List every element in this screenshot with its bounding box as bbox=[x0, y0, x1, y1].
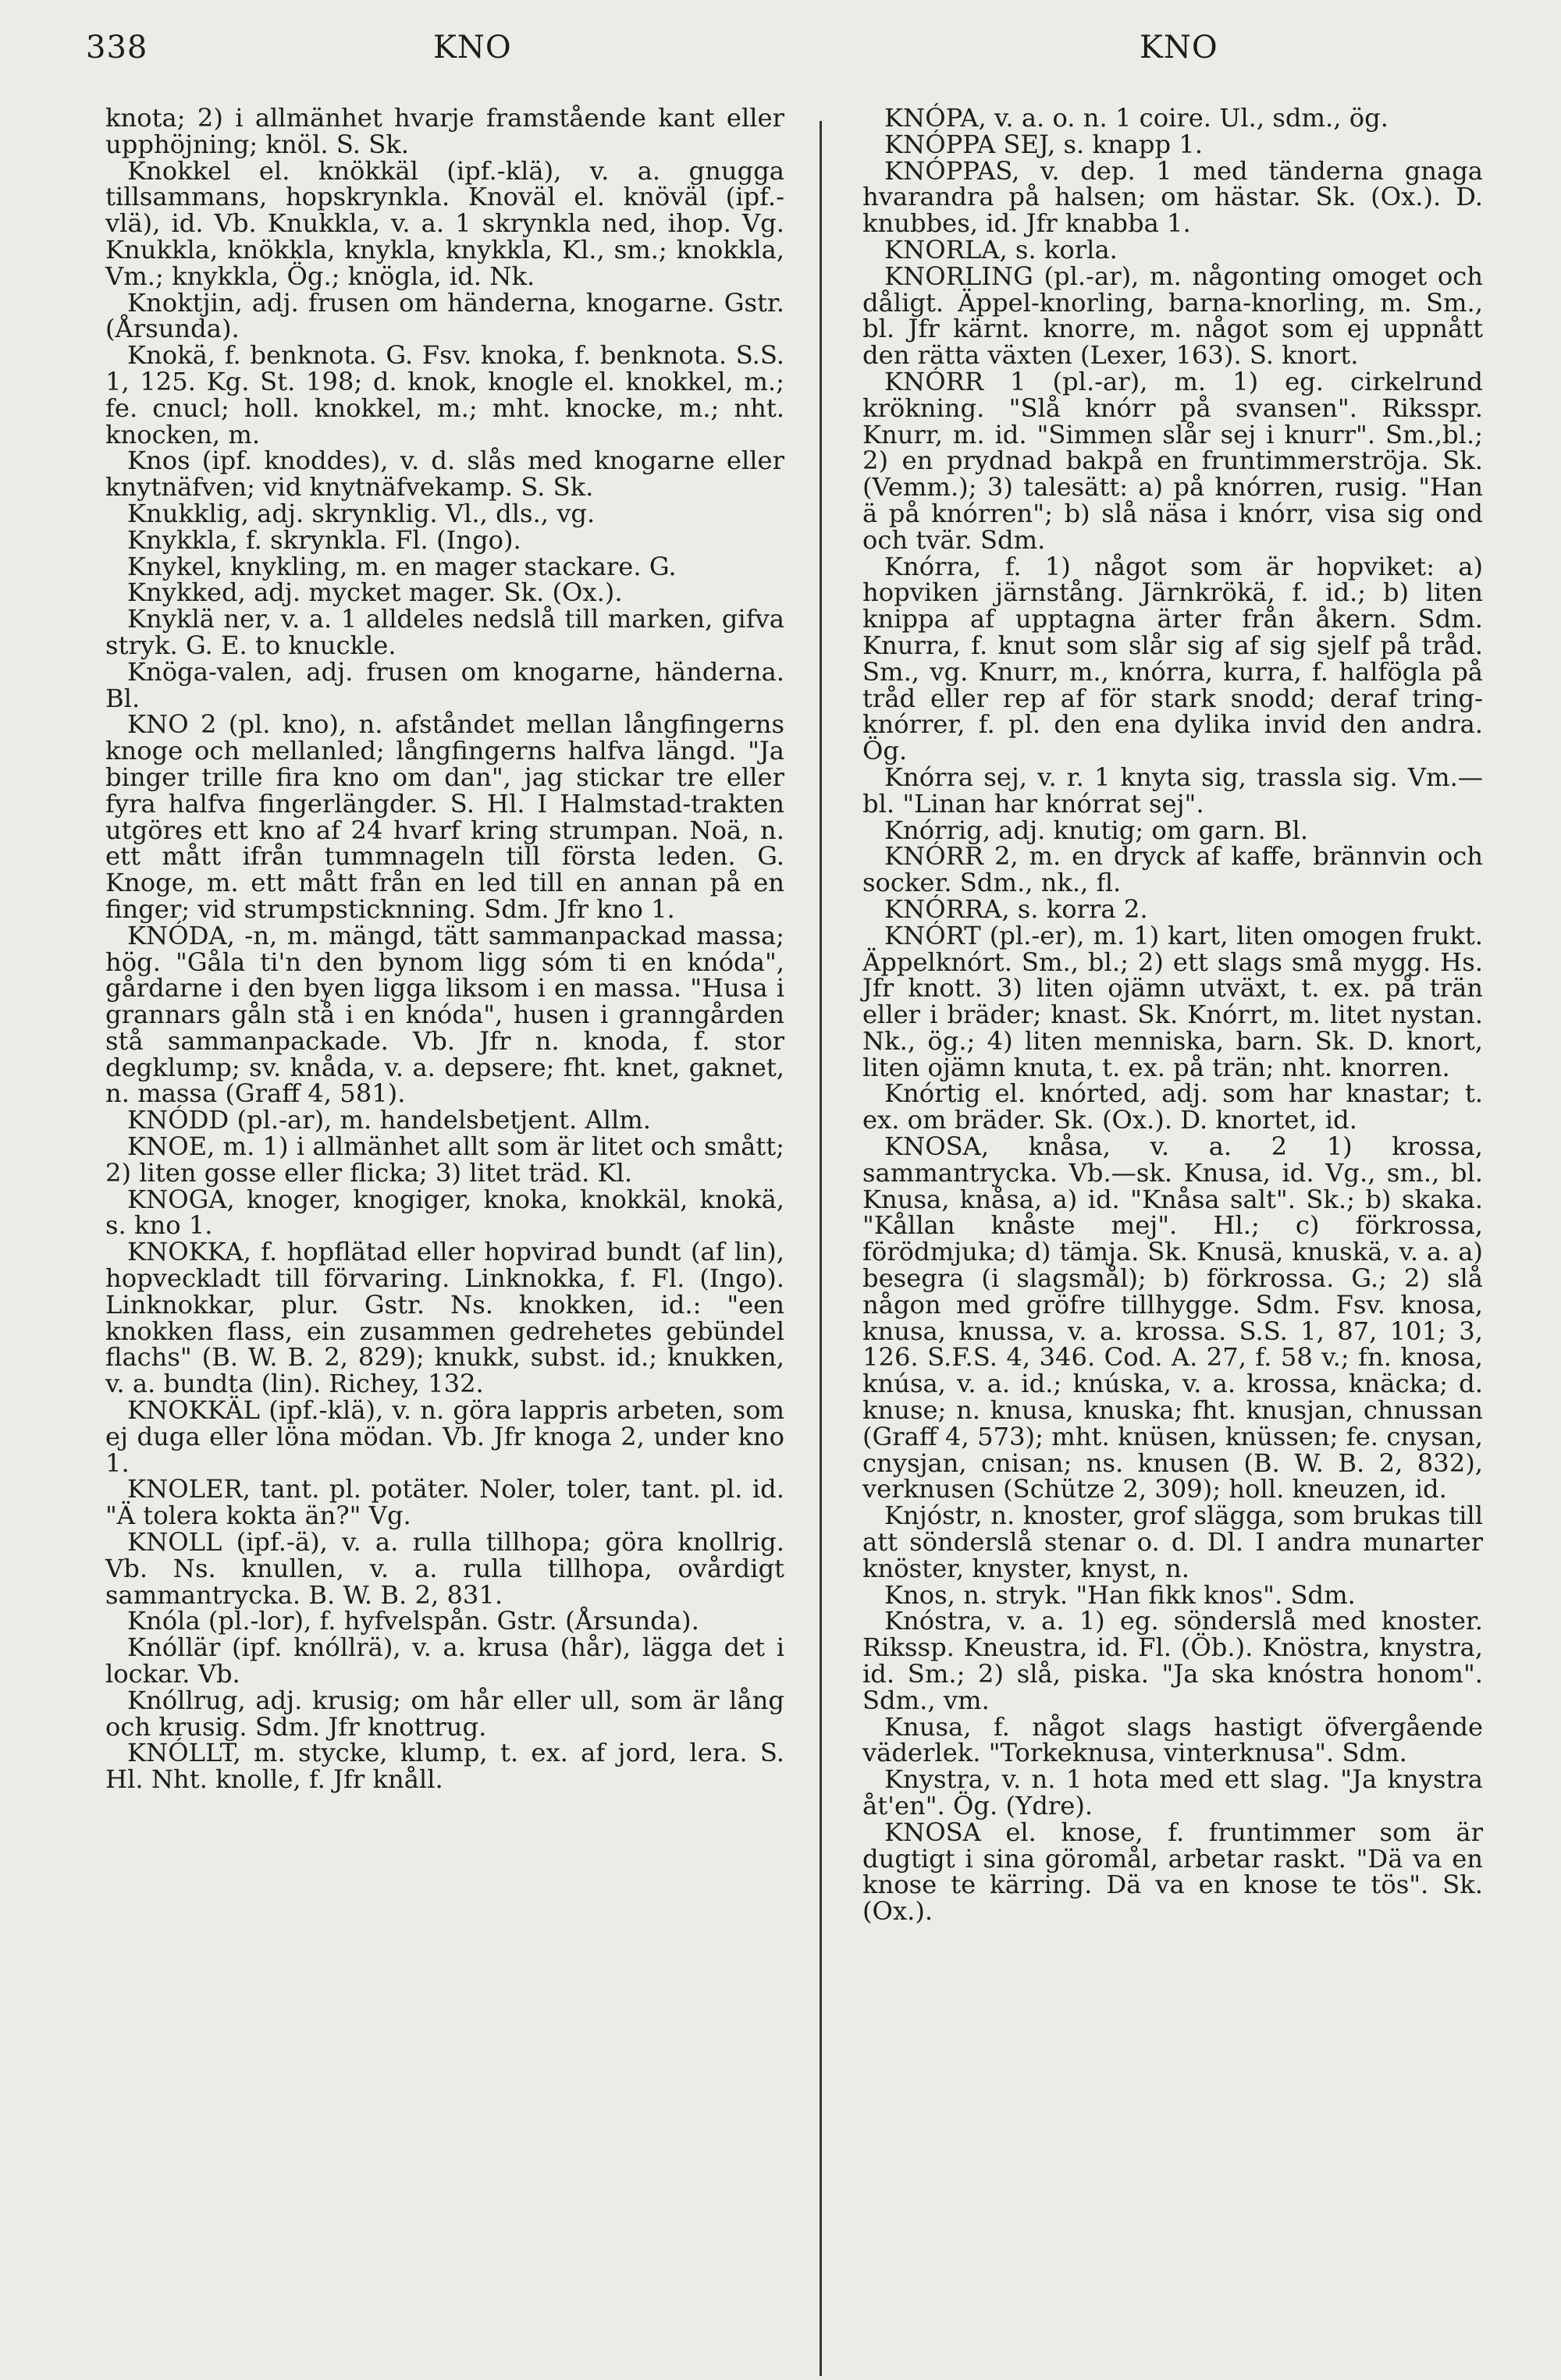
dictionary-entry: Knóstra, v. a. 1) eg. sönderslå med knoster. Rikssp. Kneustra, id. Fl. (Öb.). Knöstra, knystra, id. Sm.; 2) slå, piska. "Ja ska knóstra honom". Sdm., vm. bbox=[862, 1606, 1483, 1715]
dictionary-entry: KNOKKÄL (ipf.-klä), v. n. göra lappris arbeten, som ej duga eller löna mödan. Vb. Jfr knoga 2, under kno 1. bbox=[105, 1395, 784, 1478]
left-running-head: KNO bbox=[433, 30, 512, 66]
dictionary-entry: KNOGA, knoger, knogiger, knoka, knokkäl, knokä, s. kno 1. bbox=[105, 1184, 784, 1241]
dictionary-entry: Knöga-valen, adj. frusen om knogarne, händerna. Bl. bbox=[105, 656, 784, 713]
dictionary-entry: Knystra, v. n. 1 hota med ett slag. "Ja knystra åt'en". Ög. (Ydre). bbox=[862, 1764, 1483, 1821]
dictionary-entry: Knyklä ner, v. a. 1 alldeles nedslå till marken, gifva stryk. G. E. to knuckle. bbox=[105, 604, 784, 660]
dictionary-entry: KNÓLLT, m. stycke, klump, t. ex. af jord, lera. S. Hl. Nht. knolle, f. Jfr knåll. bbox=[105, 1738, 784, 1795]
dictionary-entry: Knusa, f. något slags hastigt öfvergående väderlek. "Torkeknusa, vinterknusa". Sdm. bbox=[862, 1711, 1483, 1768]
dictionary-entry: knota; 2) i allmänhet hvarje framstående kant eller upphöjning; knöl. S. Sk. bbox=[105, 103, 784, 159]
dictionary-entry: Knóllär (ipf. knóllrä), v. a. krusa (hår), lägga det i lockar. Vb. bbox=[105, 1632, 784, 1689]
dictionary-entry: Knóllrug, adj. krusig; om hår eller ull, som är lång och krusig. Sdm. Jfr knottrug. bbox=[105, 1685, 784, 1742]
right-column bbox=[862, 105, 1483, 1925]
left-column bbox=[105, 105, 784, 1793]
dictionary-entry: KNÓPPAS, v. dep. 1 med tänderna gnaga hvarandra på halsen; om hästar. Sk. (Ox.). D. knubbes, id. Jfr knabba 1. bbox=[862, 155, 1483, 239]
dictionary-entry: KNÓDD (pl.-ar), m. handelsbetjent. Allm. bbox=[127, 1105, 652, 1135]
dictionary-entry: KNOE, m. 1) i allmänhet allt som är litet och smått; 2) liten gosse eller flicka; 3) litet träd. Kl. bbox=[105, 1131, 784, 1188]
dictionary-entry: KNÓRR 1 (pl.-ar), m. 1) eg. cirkelrund krökning. "Slå knórr på svansen". Riksspr. Knurr, m. id. "Simmen slår sej i knurr". Sm.,bl.; 2) en prydnad bakpå en fruntimmerströja. Sk. (Vemm.); 3) talesätt: a) på knórren, rusig. "Han ä på knórren"; b) slå näsa i knórr, visa sig ond och tvär. Sdm. bbox=[862, 366, 1483, 555]
page-number: 338 bbox=[86, 30, 148, 66]
dictionary-entry: Knykel, knykling, m. en mager stackare. G. bbox=[127, 551, 677, 581]
dictionary-entry: Knokä, f. benknota. G. Fsv. knoka, f. benknota. S.S. 1, 125. Kg. St. 198; d. knok, knogle el. knokkel, m.; fe. cnucl; holl. knokkel, m.; mht. knocke, m.; nht. knocken, m. bbox=[105, 340, 784, 449]
dictionary-entry: KNORLA, s. korla. bbox=[884, 234, 1118, 265]
dictionary-entry: Knjóstr, n. knoster, grof slägga, som brukas till att sönderslå stenar o. d. Dl. I andra munarter knöster, knyster, knyst, n. bbox=[862, 1501, 1483, 1583]
dictionary-entry: KNÓPA, v. a. o. n. 1 coire. Ul., sdm., ög. bbox=[884, 103, 1389, 133]
dictionary-entry: KNÓRRA, s. korra 2. bbox=[884, 893, 1148, 924]
column-divider bbox=[820, 121, 822, 2376]
dictionary-entry: KNOSA, knåsa, v. a. 2 1) krossa, sammantrycka. Vb.—sk. Knusa, id. Vg., sm., bl. Knusa, knåsa, a) id. "Knåsa salt". Sk.; b) skaka. "Kållan knåste mej". Hl.; c) förkrossa, förödmjuka; d) tämja. Sk. Knusä, knuskä, v. a. a) besegra (i slagsmål); b) förkrossa. G.; 2) slå någon med gröfre tillhygge. Sdm. Fsv. knosa, knusa, knussa, v. a. krossa. S.S. 1, 87, 101; 3, 126. S.F.S. 4, 346. Cod. A. 27, f. 58 v.; fn. knosa, knúsa, v. a. id.; knúska, v. a. krossa, knäcka; d. knuse; n. knusa, knuska; fht. knusjan, chnussan (Graff 4, 573); mht. knüsen, knüssen; fe. cnysan, cnysjan, cnisan; ns. knusen (B. W. B. 2, 832), verknusen (Schütze 2, 309); holl. kneuzen, id. bbox=[862, 1131, 1483, 1504]
dictionary-entry: Knos, n. stryk. "Han fikk knos". Sdm. bbox=[884, 1579, 1356, 1610]
dictionary-entry: KNOLL (ipf.-ä), v. a. rulla tillhopa; göra knollrig. Vb. Ns. knullen, v. a. rulla tillhopa, ovårdigt sammantrycka. B. W. B. 2, 831. bbox=[105, 1527, 784, 1610]
dictionary-entry: KNÓDA, -n, m. mängd, tätt sammanpackad massa; hög. "Gåla ti'n den bynom ligg sóm ti en knóda", gårdarne i den byen ligga liksom i en massa. "Husa i grannars gåln stå i en knóda", husen i granngården stå sammanpackade. Vb. Jfr n. knoda, f. stor degklump; sv. knåda, v. a. depsere; fht. knet, gaknet, n. massa (Graff 4, 581). bbox=[105, 920, 784, 1109]
dictionary-entry: KNÓPPA SEJ, s. knapp 1. bbox=[884, 129, 1204, 159]
dictionary-entry: Knórrig, adj. knutig; om garn. Bl. bbox=[884, 815, 1309, 845]
dictionary-entry: Knos (ipf. knoddes), v. d. slås med knogarne eller knytnäfven; vid knytnäfvekamp. S. Sk. bbox=[105, 446, 784, 503]
dictionary-entry: Knoktjin, adj. frusen om händerna, knogarne. Gstr. (Årsunda). bbox=[105, 287, 784, 344]
dictionary-entry: KNOKKA, f. hopflätad eller hopvirad bundt (af lin), hopveckladt till förvaring. Linknokka, f. Fl. (Ingo). Linknokkar, plur. Gstr. Ns. knokken, id.: "een knokken flass, ein zusammen gedrehetes gebündel flachs" (B. W. B. 2, 829); knukk, subst. id.; knukken, v. a. bundta (lin). Richey, 132. bbox=[105, 1237, 784, 1399]
dictionary-entry: Knokkel el. knökkäl (ipf.-klä), v. a. gnugga tillsammans, hopskrynkla. Knoväl el. knöväl (ipf.-vlä), id. Vb. Knukkla, v. a. 1 skrynkla ned, ihop. Vg. Knukkla, knökkla, knykla, knykkla, Kl., sm.; knokkla, Vm.; knykkla, Ög.; knögla, id. Nk. bbox=[105, 155, 784, 291]
dictionary-entry: Knórtig el. knórted, adj. som har knastar; t. ex. om bräder. Sk. (Ox.). D. knortet, id. bbox=[862, 1078, 1483, 1135]
dictionary-entry: KNÓRR 2, m. en dryck af kaffe, brännvin och socker. Sdm., nk., fl. bbox=[862, 841, 1483, 898]
dictionary-entry: KNOSA el. knose, f. fruntimmer som är dugtigt i sina göromål, arbetar raskt. "Dä va en knose te kärring. Dä va en knose te tös". Sk. (Ox.). bbox=[862, 1817, 1483, 1927]
dictionary-entry: KNORLING (pl.-ar), m. någonting omoget och dåligt. Äppel-knorling, barna-knorling, m. Sm., bl. Jfr kärnt. knorre, m. något som ej uppnått den rätta växten (Lexer, 163). S. knort. bbox=[862, 261, 1483, 371]
dictionary-entry: KNÓRT (pl.-er), m. 1) kart, liten omogen frukt. Äppelknórt. Sm., bl.; 2) ett slags små mygg. Hs. Jfr knott. 3) liten ojämn utväxt, t. ex. på trän eller i bräder; knast. Sk. Knórrt, m. litet nystan. Nk., ög.; 4) liten menniska, barn. Sk. D. knort, liten ojämn knuta, t. ex. på trän; nht. knorren. bbox=[862, 920, 1483, 1082]
dictionary-entry: KNOLER, tant. pl. potäter. Noler, toler, tant. pl. id. "Ä tolera kokta än?" Vg. bbox=[105, 1474, 784, 1531]
dictionary-entry: KNO 2 (pl. kno), n. afståndet mellan långfingerns knoge och mellanled; långfingerns halfva längd. "Ja binger trille fira kno om dan", jag stickar tre eller fyra halfva fingerlängder. S. Hl. I Halmstad-trakten utgöres ett kno af 24 hvarf kring strumpan. Noä, n. ett mått ifrån tummnageln till första leden. G. Knoge, m. ett mått från en led till en annan på en finger; vid strumpsticknning. Sdm. Jfr kno 1. bbox=[105, 709, 784, 924]
dictionary-entry: Knykkla, f. skrynkla. Fl. (Ingo). bbox=[127, 524, 521, 555]
dictionary-entry: Knukklig, adj. skrynklig. Vl., dls., vg. bbox=[127, 498, 596, 528]
right-running-head: KNO bbox=[1140, 30, 1218, 66]
dictionary-entry: Knórra, f. 1) något som är hopviket: a) hopviken järnstång. Järnkrökä, f. id.; b) liten knippa af upptagna ärter från åkern. Sdm. Knurra, f. knut som slår sig af sig sjelf på tråd. Sm., vg. Knurr, m., knórra, kurra, f. halfögla på tråd eller rep af för stark snodd; deraf tring-knórrer, f. pl. den ena dylika invid den andra. Ög. bbox=[862, 551, 1483, 766]
dictionary-entry: Knórra sej, v. r. 1 knyta sig, trassla sig. Vm.—bl. "Linan har knórrat sej". bbox=[862, 762, 1483, 819]
dictionary-entry: Knykked, adj. mycket mager. Sk. (Ox.). bbox=[127, 577, 623, 608]
dictionary-entry: Knóla (pl.-lor), f. hyfvelspån. Gstr. (Årsunda). bbox=[127, 1606, 699, 1636]
